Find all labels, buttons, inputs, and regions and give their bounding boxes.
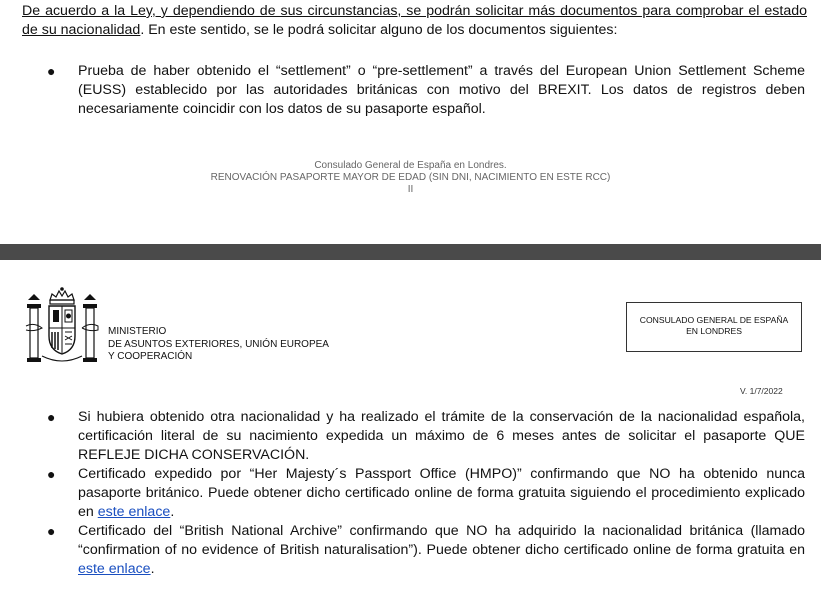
ministry-line-3: Y COOPERACIÓN <box>108 351 193 362</box>
document-page-2 <box>0 260 821 600</box>
bullet-text: Si hubiera obtenido otra nacionalidad y ha realizado el trámite de la conservación de la nacionalidad española, certificación literal de su nacimiento expedida un máximo de 6 meses antes de solicitar el pasaporte QUE REFLEJE DICHA CONSERVACIÓN. <box>78 409 805 463</box>
consulate-line-1: CONSULADO GENERAL DE ESPAÑA <box>639 315 789 325</box>
bullet-text-after: . <box>170 504 175 520</box>
bullet-list-page1 <box>0 62 821 119</box>
bullet-icon: ● <box>47 63 56 79</box>
page-footer <box>0 160 821 196</box>
ministry-line-2: DE ASUNTOS EXTERIORES, UNIÓN EUROPEA <box>108 338 329 350</box>
list-item <box>0 62 821 119</box>
ministry-line-1: MINISTERIO <box>108 326 167 337</box>
consulate-line-2: EN LONDRES <box>686 326 742 336</box>
intro-rest-text: . En este sentido, se le podrá solicitar alguno de los documentos siguientes: <box>140 22 618 38</box>
page-separator <box>0 244 821 260</box>
footer-line-2: RENOVACIÓN PASAPORTE MAYOR DE EDAD (SIN DNI, NACIMIENTO EN ESTE RCC) <box>210 172 611 183</box>
bullet-text-after: . <box>150 561 155 577</box>
bullet-text: Certificado del “British National Archive” confirmando que NO ha adquirido la nacionalidad británica (llamado “confirmation of no evidence of British naturalisation”). Puede obtener dicho certificado online de forma gratuita en <box>78 523 805 558</box>
bullet-icon: ● <box>47 523 56 539</box>
hmpo-link[interactable]: este enlace <box>97 504 171 520</box>
version-label: V. 1/7/2022 <box>740 386 783 396</box>
national-archive-link[interactable]: este enlace <box>78 561 151 577</box>
ministry-name <box>108 326 329 364</box>
intro-underlined-text: De acuerdo a la Ley, y dependiendo de sus circunstancias, se podrán solicitar más documentos para comprobar el estado de su nacionalidad <box>22 3 807 38</box>
bullet-text: Certificado expedido por “Her Majesty´s Passport Office (HMPO)” confirmando que NO ha obtenido nunca pasaporte británico. Puede obtener dicho certificado online de forma gratuita siguiendo el procedimiento explicado en <box>78 466 805 520</box>
list-item <box>0 522 821 579</box>
footer-page-number: II <box>407 184 414 195</box>
bullet-list-page2 <box>0 408 821 579</box>
bullet-icon: ● <box>47 466 56 482</box>
list-item <box>0 465 821 522</box>
bullet-icon: ● <box>47 409 56 425</box>
list-item <box>0 408 821 465</box>
footer-line-1: Consulado General de España en Londres. <box>314 160 507 171</box>
document-page-1 <box>0 0 821 238</box>
bullet-text: Prueba de haber obtenido el “settlement” o “pre-settlement” a través del European Union Settlement Scheme (EUSS) establecido por las autoridades británicas con motivo del BREXIT. Los datos de registros deben necesariamente coincidir con los datos de su pasaporte español. <box>78 63 805 117</box>
intro-paragraph <box>22 2 807 40</box>
consulate-box <box>626 302 802 352</box>
spain-coat-of-arms-icon <box>22 286 102 372</box>
